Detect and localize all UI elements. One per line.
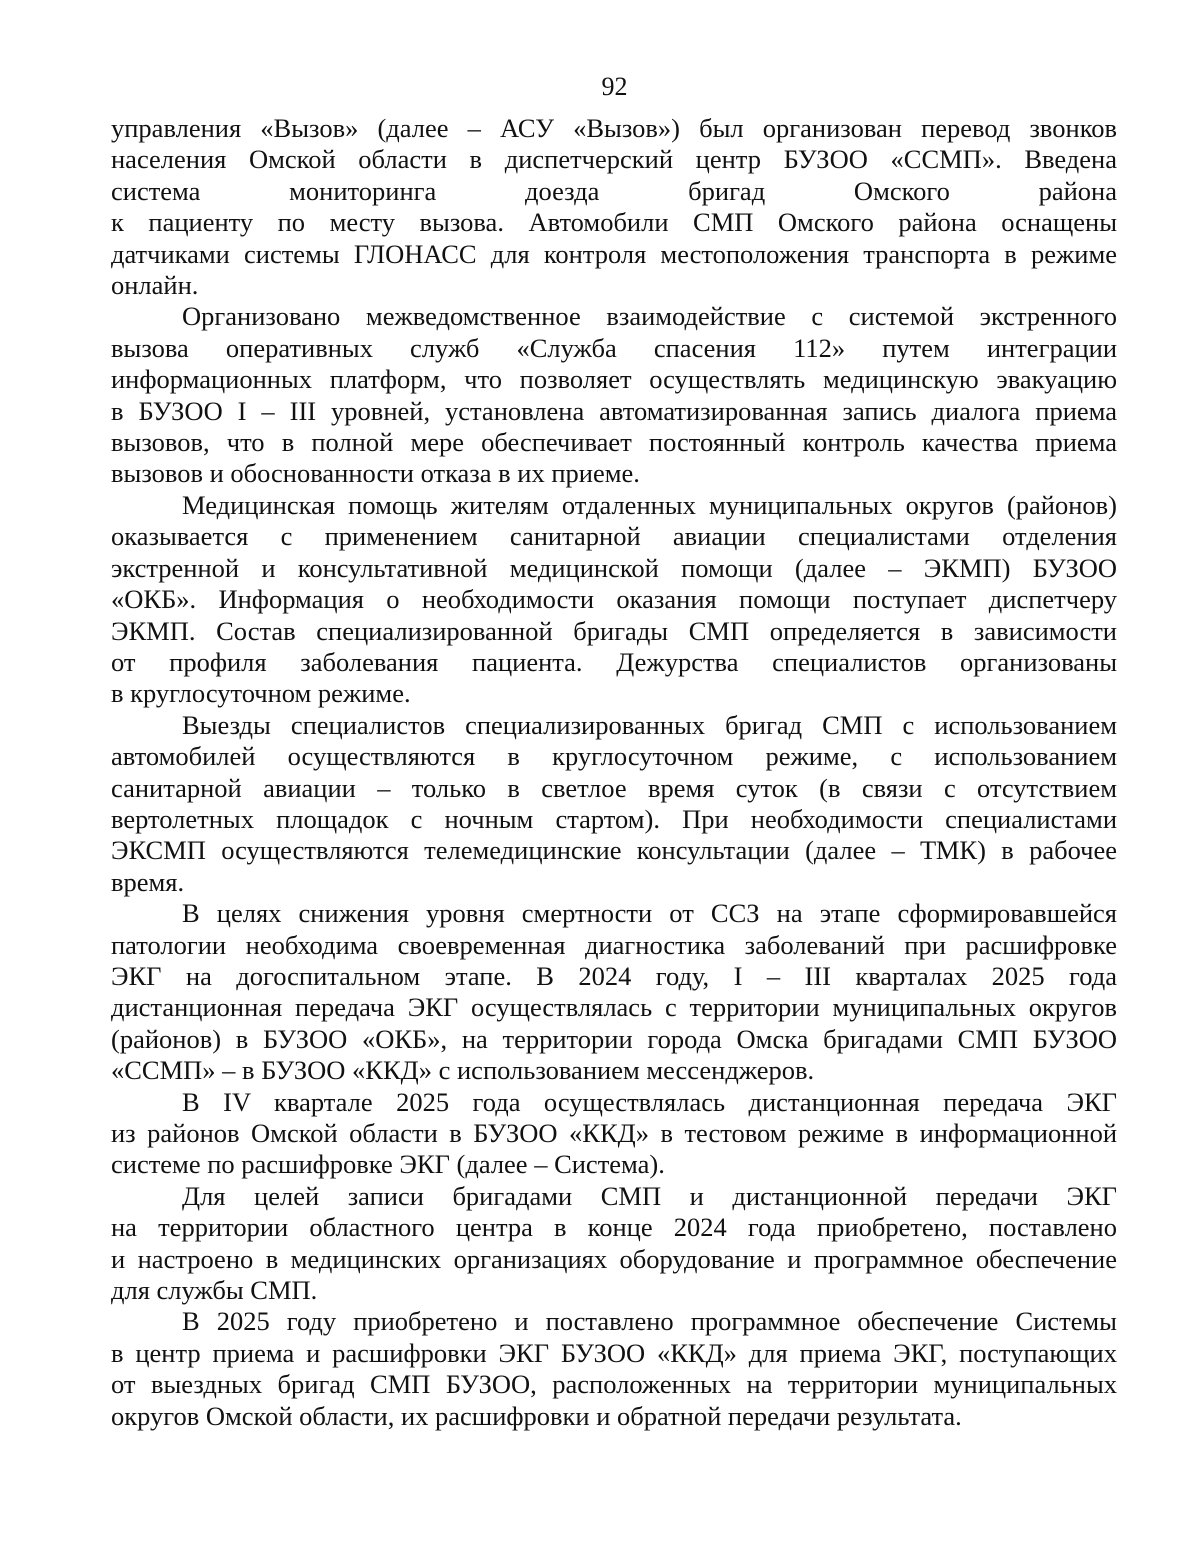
document-body (111, 113, 1117, 1432)
text-line: на территории областного центра в конце 2024 года приобретено, поставлено (111, 1212, 1117, 1243)
text-line: ЭКГ на догоспитальном этапе. В 2024 году, I – III кварталах 2025 года (111, 960, 1117, 991)
paragraph-8 (111, 1306, 1117, 1432)
text-line: Медицинская помощь жителям отдаленных муниципальных округов (районов) (182, 489, 1117, 520)
text-line: вертолетных площадок с ночным стартом). При необходимости специалистами (111, 803, 1117, 834)
text-line: В IV квартале 2025 года осуществлялась дистанционная передача ЭКГ (182, 1086, 1117, 1117)
text-line: (районов) в БУЗОО «ОКБ», на территории города Омска бригадами СМП БУЗОО (111, 1023, 1117, 1054)
text-line: в круглосуточном режиме. (111, 678, 411, 709)
text-line: к пациенту по месту вызова. Автомобили СМП Омского района оснащены (111, 207, 1117, 238)
text-line: система мониторинга доезда бригад Омского района (111, 175, 1117, 206)
text-line: от выездных бригад СМП БУЗОО, расположенных на территории муниципальных (111, 1369, 1117, 1400)
page-number: 92 (601, 72, 628, 101)
text-line: от профиля заболевания пациента. Дежурства специалистов организованы (111, 646, 1117, 677)
text-line: населения Омской области в диспетчерский центр БУЗОО «ССМП». Введена (111, 144, 1117, 175)
paragraph-2 (111, 301, 1117, 489)
text-line: ЭКСМП осуществляются телемедицинские консультации (далее – ТМК) в рабочее (111, 835, 1117, 866)
paragraph-6 (111, 1087, 1117, 1181)
text-line: В 2025 году приобретено и поставлено программное обеспечение Системы (182, 1306, 1117, 1337)
text-line: вызова оперативных служб «Служба спасения 112» путем интеграции (111, 332, 1117, 363)
text-line: оказывается с применением санитарной авиации специалистами отделения (111, 521, 1117, 552)
text-line: ЭКМП. Состав специализированной бригады СМП определяется в зависимости (111, 615, 1117, 646)
text-line: «ССМП» – в БУЗОО «ККД» с использованием мессенджеров. (111, 1055, 815, 1086)
text-line: и настроено в медицинских организациях оборудование и программное обеспечение (111, 1243, 1117, 1274)
text-line: экстренной и консультативной медицинской помощи (далее – ЭКМП) БУЗОО (111, 552, 1117, 583)
text-line: для службы СМП. (111, 1275, 318, 1306)
text-line: Организовано межведомственное взаимодействие с системой экстренного (182, 301, 1117, 332)
text-line: вызовов, что в полной мере обеспечивает постоянный контроль качества приема (111, 427, 1117, 458)
text-line: датчиками системы ГЛОНАСС для контроля местоположения транспорта в режиме (111, 238, 1117, 269)
text-line: вызовов и обоснованности отказа в их приеме. (111, 458, 640, 489)
paragraph-1 (111, 113, 1117, 301)
paragraph-4 (111, 710, 1117, 898)
text-line: в центр приема и расшифровки ЭКГ БУЗОО «ККД» для приема ЭКГ, поступающих (111, 1337, 1117, 1368)
text-line: округов Омской области, их расшифровки и обратной передачи результата. (111, 1400, 962, 1431)
text-line: онлайн. (111, 270, 199, 301)
text-line: В целях снижения уровня смертности от ССЗ на этапе сформировавшейся (182, 898, 1117, 929)
paragraph-5 (111, 898, 1117, 1086)
text-line: время. (111, 866, 185, 897)
text-line: управления «Вызов» (далее – АСУ «Вызов») был организован перевод звонков (111, 113, 1117, 143)
paragraph-3 (111, 490, 1117, 710)
text-line: информационных платформ, что позволяет осуществлять медицинскую эвакуацию (111, 364, 1117, 395)
text-line: в БУЗОО I – III уровней, установлена автоматизированная запись диалога приема (111, 395, 1117, 426)
paragraph-7 (111, 1181, 1117, 1307)
text-line: «ОКБ». Информация о необходимости оказания помощи поступает диспетчеру (111, 584, 1117, 615)
text-line: дистанционная передача ЭКГ осуществлялась с территории муниципальных округов (111, 992, 1117, 1023)
text-line: Выезды специалистов специализированных бригад СМП с использованием (182, 709, 1117, 740)
text-line: системе по расшифровке ЭКГ (далее – Система). (111, 1149, 665, 1180)
text-line: патологии необходима своевременная диагностика заболеваний при расшифровке (111, 929, 1117, 960)
text-line: санитарной авиации – только в светлое время суток (в связи с отсутствием (111, 772, 1117, 803)
text-line: автомобилей осуществляются в круглосуточном режиме, с использованием (111, 741, 1117, 772)
text-line: из районов Омской области в БУЗОО «ККД» в тестовом режиме в информационной (111, 1118, 1117, 1148)
text-line: Для целей записи бригадами СМП и дистанционной передачи ЭКГ (182, 1180, 1117, 1211)
